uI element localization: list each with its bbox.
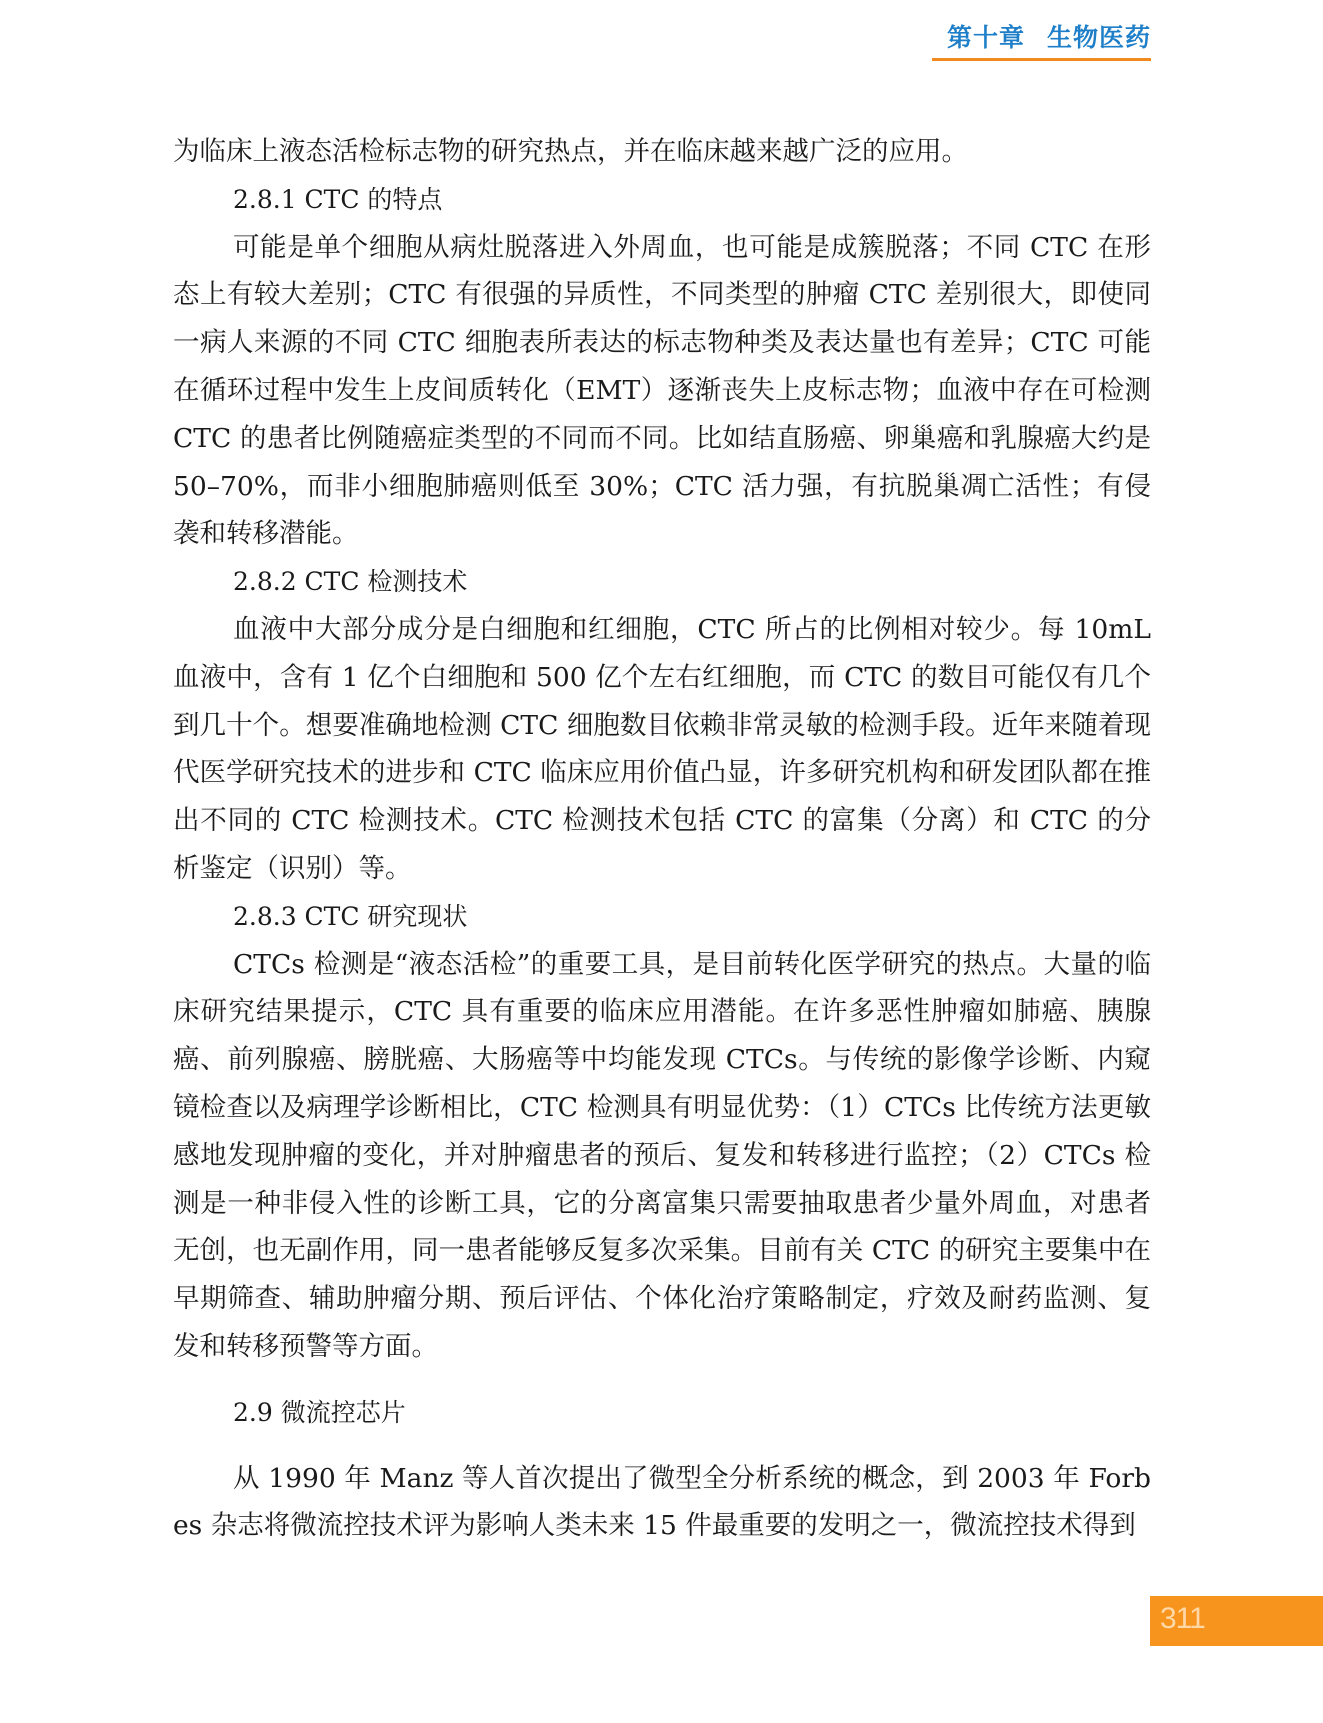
section-gap xyxy=(173,1371,1151,1389)
paragraph-continuation: 为临床上液态活检标志物的研究热点，并在临床越来越广泛的应用。 xyxy=(173,136,968,167)
page-body xyxy=(173,128,1151,1550)
header-underline xyxy=(932,58,1151,61)
running-header xyxy=(947,18,1151,54)
chapter-label: 第十章 xyxy=(946,23,1025,52)
section-heading-2-8-1: 2.8.1 CTC 的特点 xyxy=(233,184,443,214)
page-number: 311 xyxy=(1160,1602,1205,1635)
paragraph-ctc-features: 可能是单个细胞从病灶脱落进入外周血，也可能是成簇脱落；不同 CTC 在形态上有较大差别；CTC 有很强的异质性，不同类型的肿瘤 CTC 差别很大，即使同一病人来源的不同 CTC 细胞表所表达的标志物种类及表达量也有差异；CTC 可能在循环过程中发生上皮间质转化（EMT）逐渐丧失上皮标志物；血液中存在可检测 CTC 的患者比例随癌症类型的不同而不同。比如结直肠癌、卵巢癌和乳腺癌大约是 50–70%，而非小细胞肺癌则低至 30%；CTC 活力强，有抗脱巢凋亡活性；有侵袭和转移潜能。 xyxy=(173,231,1151,550)
section-heading-2-9: 2.9 微流控芯片 xyxy=(233,1397,406,1427)
paragraph-microfluidics: 从 1990 年 Manz 等人首次提出了微型全分析系统的概念，到 2003 年 Forbes 杂志将微流控技术评为影响人类未来 15 件最重要的发明之一，微流控技术得到 xyxy=(173,1462,1151,1542)
chapter-title: 生物医药 xyxy=(1046,23,1151,52)
section-heading-2-8-2: 2.8.2 CTC 检测技术 xyxy=(233,567,468,597)
paragraph-ctc-research: CTCs 检测是“液态活检”的重要工具，是目前转化医学研究的热点。大量的临床研究结果提示，CTC 具有重要的临床应用潜能。在许多恶性肿瘤如肺癌、胰腺癌、前列腺癌、膀胱癌、大肠癌等中均能发现 CTCs。与传统的影像学诊断、内窥镜检查以及病理学诊断相比，CTC 检测具有明显优势：（1）CTCs 比传统方法更敏感地发现肿瘤的变化，并对肿瘤患者的预后、复发和转移进行监控；（2）CTCs 检测是一种非侵入性的诊断工具，它的分离富集只需要抽取患者少量外周血，对患者无创，也无副作用，同一患者能够反复多次采集。目前有关 CTC 的研究主要集中在早期筛查、辅助肿瘤分期、预后评估、个体化治疗策略制定，疗效及耐药监测、复发和转移预警等方面。 xyxy=(173,948,1151,1362)
paragraph-ctc-detection: 血液中大部分成分是白细胞和红细胞，CTC 所占的比例相对较少。每 10mL 血液中，含有 1 亿个白细胞和 500 亿个左右红细胞，而 CTC 的数目可能仅有几个到几十个。想要准确地检测 CTC 细胞数目依赖非常灵敏的检测手段。近年来随着现代医学研究技术的进步和 CTC 临床应用价值凸显，许多研究机构和研发团队都在推出不同的 CTC 检测技术。CTC 检测技术包括 CTC 的富集（分离）和 CTC 的分析鉴定（识别）等。 xyxy=(173,613,1151,884)
page-number-tab xyxy=(1150,1596,1323,1646)
section-gap xyxy=(173,1437,1151,1455)
section-heading-2-8-3: 2.8.3 CTC 研究现状 xyxy=(233,901,468,931)
